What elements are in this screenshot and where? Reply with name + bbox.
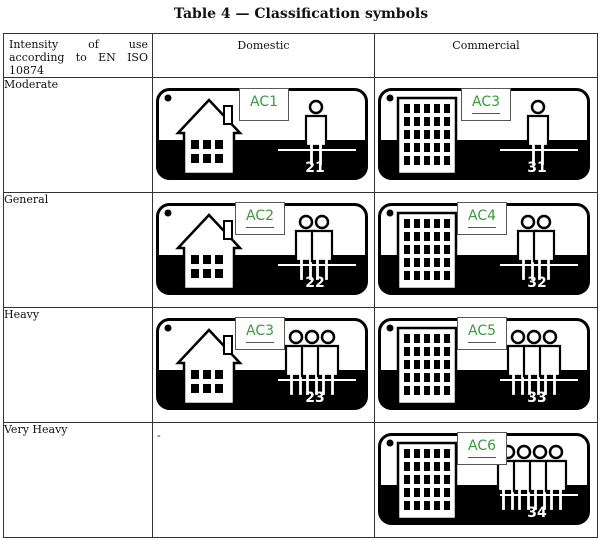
- class-number: 23: [305, 390, 325, 406]
- ac-code-text: AC3: [245, 323, 274, 339]
- classification-table: [3, 33, 598, 538]
- ac-code-label: [457, 202, 507, 235]
- domestic-symbol-cell: [153, 193, 374, 307]
- ac-code-text: AC3: [471, 94, 500, 110]
- ac-code-label: [457, 432, 507, 465]
- domestic-symbol-cell: [153, 308, 374, 422]
- ac-code-text: AC5: [467, 323, 496, 339]
- registered-mark-icon: [165, 95, 172, 102]
- registered-mark-icon: [387, 210, 394, 217]
- commercial-symbol-cell: [375, 78, 597, 192]
- ac-code-text: AC4: [467, 208, 496, 224]
- ac-code-label: [235, 317, 285, 350]
- class-number: 34: [527, 505, 547, 521]
- ac-code-text: AC1: [249, 94, 278, 110]
- class-number: 32: [527, 275, 547, 291]
- building-icon: [398, 213, 456, 289]
- header-intensity: Intensity of use according to EN ISO 10874: [4, 34, 153, 78]
- row-label: Heavy: [4, 308, 153, 423]
- ac-code-underline: [246, 227, 274, 228]
- commercial-symbol-cell: [375, 423, 597, 537]
- building-icon: [398, 443, 456, 519]
- class-number: 31: [527, 160, 547, 176]
- registered-mark-icon: [387, 95, 394, 102]
- empty-dash: -: [157, 429, 161, 442]
- table-title: Table 4 — Classification symbols: [173, 6, 429, 22]
- commercial-symbol-cell: [375, 193, 597, 307]
- ac-code-underline: [468, 227, 496, 228]
- commercial-symbol-cell: [375, 308, 597, 422]
- building-icon: [398, 328, 456, 404]
- class-number: 22: [305, 275, 325, 291]
- domestic-symbol-cell: [153, 78, 374, 192]
- table-row: [4, 193, 598, 308]
- ac-code-label: [235, 202, 285, 235]
- ac-code-underline: [468, 342, 496, 343]
- registered-mark-icon: [165, 210, 172, 217]
- building-icon: [398, 98, 456, 174]
- ac-code-underline: [468, 457, 496, 458]
- ac-code-label: [457, 317, 507, 350]
- row-label: Moderate: [4, 78, 153, 193]
- table-header-row: [4, 34, 598, 78]
- ac-code-label: [461, 88, 511, 121]
- ac-code-text: AC2: [245, 208, 274, 224]
- table-row: [4, 78, 598, 193]
- table-row: [4, 423, 598, 538]
- registered-mark-icon: [165, 325, 172, 332]
- table-row: [4, 308, 598, 423]
- ac-code-label: [239, 88, 289, 121]
- ac-code-underline: [246, 342, 274, 343]
- registered-mark-icon: [387, 440, 394, 447]
- domestic-empty-cell: [153, 423, 374, 537]
- header-domestic: Domestic: [153, 34, 375, 78]
- ac-code-text: AC6: [467, 438, 496, 454]
- ac-code-underline: [472, 113, 500, 114]
- row-label: General: [4, 193, 153, 308]
- class-number: 21: [305, 160, 325, 176]
- row-label: Very Heavy: [4, 423, 153, 538]
- class-number: 33: [527, 390, 547, 406]
- registered-mark-icon: [387, 325, 394, 332]
- header-commercial: Commercial: [375, 34, 598, 78]
